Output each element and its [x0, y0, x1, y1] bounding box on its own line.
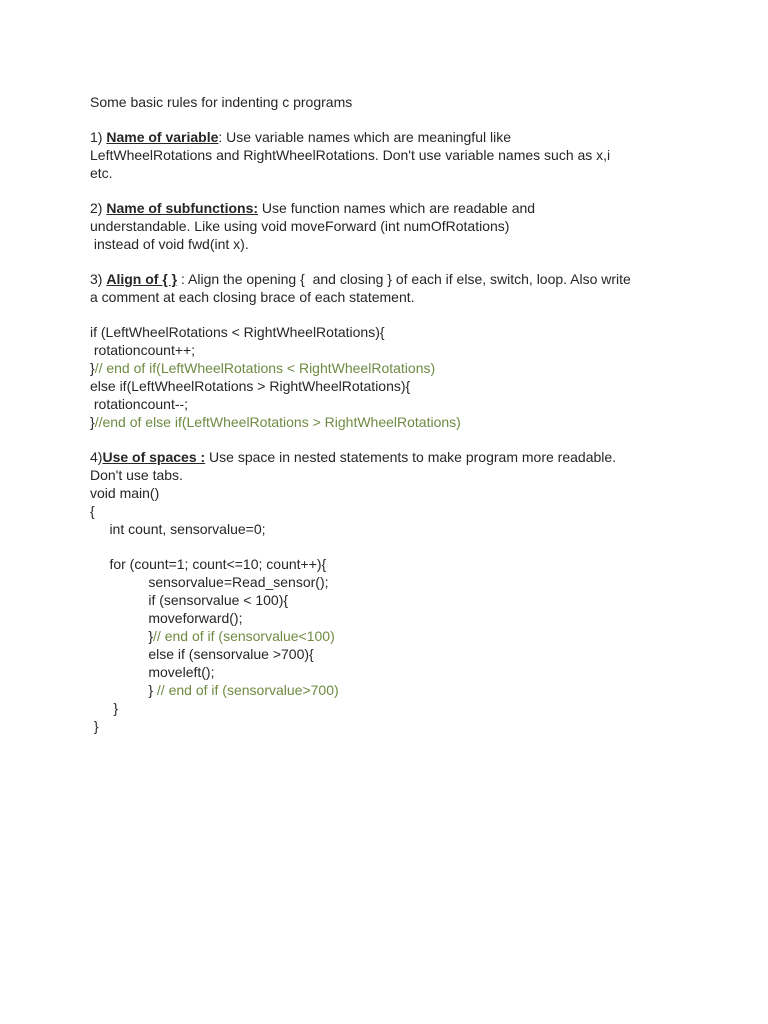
code-2-line-10: moveleft();	[90, 664, 215, 680]
rule-3-line-1	[90, 270, 690, 288]
code-comment: // end of if (sensorvalue>700)	[156, 682, 339, 698]
code-2-line-1: void main()	[90, 485, 160, 501]
code-brace: }	[90, 628, 154, 644]
rule-1-line-3: etc.	[90, 165, 113, 181]
rule-4-line-1	[90, 448, 690, 466]
rule-1-heading: Name of variable	[106, 129, 219, 145]
code-1-line-5: rotationcount--;	[90, 396, 189, 412]
rule-2-text: Use function names which are readable and	[258, 200, 536, 216]
code-2-line-11	[90, 681, 690, 699]
rule-3-number: 3)	[90, 271, 107, 287]
code-2-line-8	[90, 627, 690, 645]
code-brace: }	[90, 414, 95, 430]
rule-4-heading: Use of spaces :	[102, 449, 206, 465]
rule-2-number: 2)	[90, 200, 107, 216]
code-2-line-6: if (sensorvalue < 100){	[90, 592, 289, 608]
code-2-line-2: {	[90, 503, 95, 519]
code-comment: // end of if(LeftWheelRotations < RightWheelRotations)	[94, 360, 436, 376]
rule-1-line-2: LeftWheelRotations and RightWheelRotations. Don't use variable names such as x,i	[90, 147, 611, 163]
code-2-line-9: else if (sensorvalue >700){	[90, 646, 314, 662]
code-1-line-2: rotationcount++;	[90, 342, 196, 358]
code-brace: }	[90, 360, 95, 376]
rule-2-line-2: understandable. Like using void moveForward (int numOfRotations)	[90, 218, 510, 234]
code-2-line-13: }	[90, 718, 99, 734]
rule-1-line-1	[90, 128, 690, 146]
code-2-line-12: }	[90, 700, 119, 716]
code-2-line-3: int count, sensorvalue=0;	[90, 521, 266, 537]
rule-1-number: 1)	[90, 129, 107, 145]
document-page	[90, 93, 690, 735]
rule-4-line-2: Don't use tabs.	[90, 467, 183, 483]
rule-3-line-2: a comment at each closing brace of each statement.	[90, 289, 415, 305]
code-comment: // end of if (sensorvalue<100)	[153, 628, 335, 644]
code-1-line-3	[90, 359, 690, 377]
rule-2-line-1	[90, 199, 690, 217]
rule-1-text: : Use variable names which are meaningful like	[218, 129, 511, 145]
rule-2-line-3: instead of void fwd(int x).	[90, 236, 249, 252]
rule-4-text: Use space in nested statements to make program more readable.	[205, 449, 617, 465]
code-2-line-7: moveforward();	[90, 610, 243, 626]
code-1-line-6	[90, 413, 690, 431]
rule-4-number: 4)	[90, 449, 103, 465]
document-title: Some basic rules for indenting c programs	[90, 94, 353, 110]
code-1-line-4: else if(LeftWheelRotations > RightWheelRotations){	[90, 378, 411, 394]
rule-3-text: : Align the opening { and closing } of each if else, switch, loop. Also write	[177, 271, 631, 287]
code-comment: //end of else if(LeftWheelRotations > RightWheelRotations)	[94, 414, 461, 430]
code-1-line-1: if (LeftWheelRotations < RightWheelRotations){	[90, 324, 385, 340]
code-brace: }	[90, 682, 157, 698]
rule-3-heading: Align of { }	[106, 271, 178, 287]
rule-2-heading: Name of subfunctions:	[106, 200, 259, 216]
code-2-line-4: for (count=1; count<=10; count++){	[90, 556, 327, 572]
code-2-line-5: sensorvalue=Read_sensor();	[90, 574, 329, 590]
